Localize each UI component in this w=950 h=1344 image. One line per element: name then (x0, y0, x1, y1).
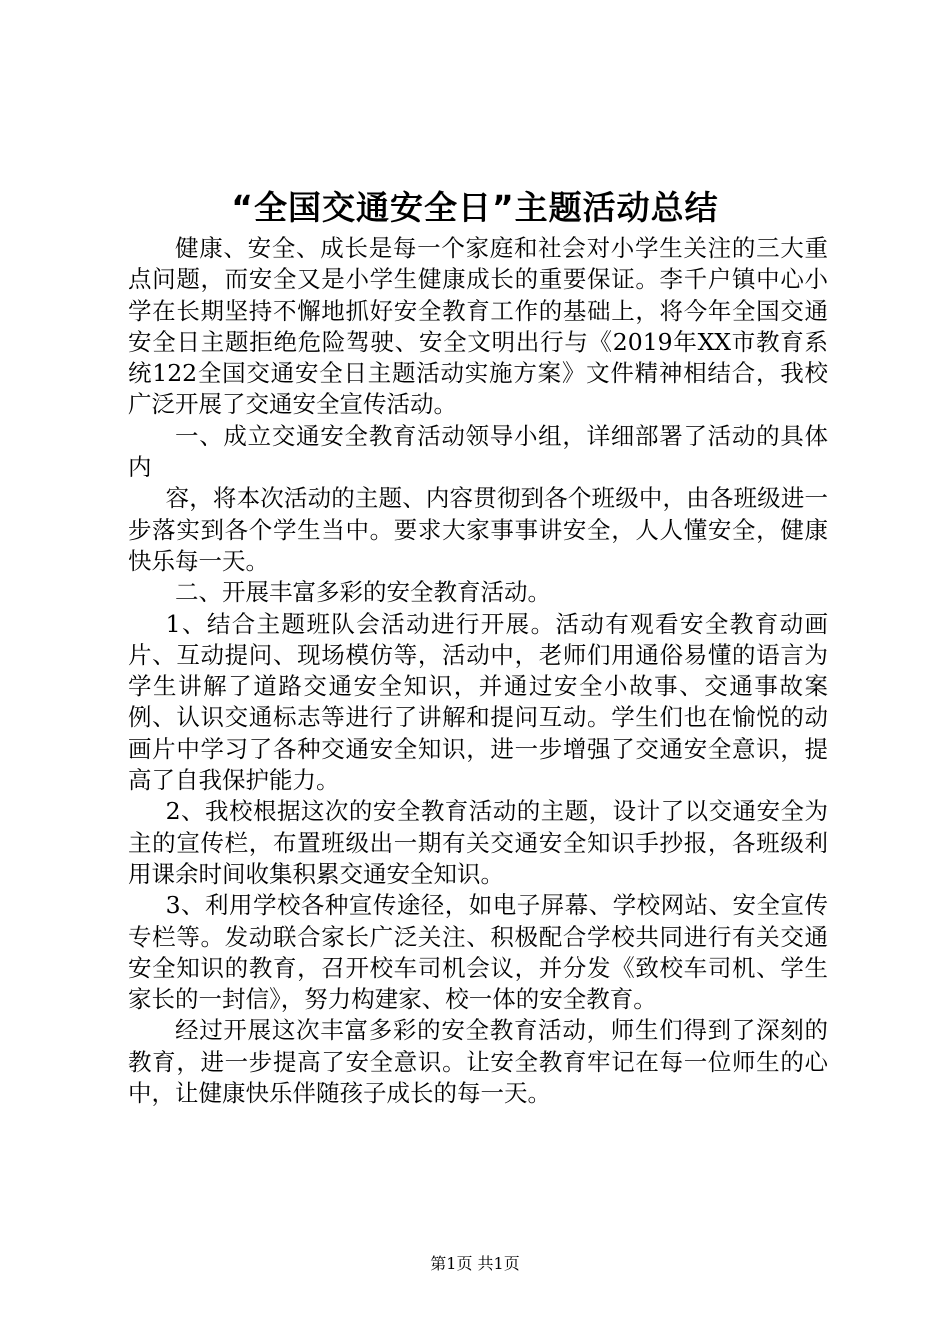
document-body (128, 233, 828, 1109)
paragraph-section-2-heading: 二、开展丰富多彩的安全教育活动。 (175, 578, 551, 607)
paragraph-item-1: 1、结合主题班队会活动进行开展。活动有观看安全教育动画片、互动提问、现场模仿等，活动中，老师们用通俗易懂的语言为学生讲解了道路交通安全知识，并通过安全小故事、交通事故案例、认识交通标志等进行了讲解和提问互动。学生们也在愉悦的动画片中学习了各种交通安全知识，进一步增强了交通安全意识，提高了自我保护能力。 (128, 609, 828, 795)
page-footer: 第1页 共1页 (430, 1254, 520, 1273)
paragraph-section-1-body: 容，将本次活动的主题、内容贯彻到各个班级中，由各班级进一步落实到各个学生当中。要求大家事事讲安全，人人懂安全，健康快乐每一天。 (128, 484, 828, 575)
paragraph-section-1-heading: 一、成立交通安全教育活动领导小组，详细部署了活动的具体内 (128, 421, 828, 482)
paragraph-item-2: 2、我校根据这次的安全教育活动的主题，设计了以交通安全为主的宣传栏，布置班级出一期有关交通安全知识手抄报，各班级利用课余时间收集积累交通安全知识。 (128, 797, 828, 888)
document-title: “全国交通安全日”主题活动总结 (231, 188, 719, 227)
paragraph-item-3: 3、利用学校各种宣传途径，如电子屏幕、学校网站、安全宣传专栏等。发动联合家长广泛关注、积极配合学校共同进行有关交通安全知识的教育，召开校车司机会议，并分发《致校车司机、学生家长的一封信》，努力构建家、校一体的安全教育。 (128, 891, 828, 1014)
paragraph-conclusion: 经过开展这次丰富多彩的安全教育活动，师生们得到了深刻的教育，进一步提高了安全意识。让安全教育牢记在每一位师生的心中，让健康快乐伴随孩子成长的每一天。 (128, 1016, 828, 1108)
paragraph-intro: 健康、安全、成长是每一个家庭和社会对小学生关注的三大重点问题，而安全又是小学生健康成长的重要保证。李千户镇中心小学在长期坚持不懈地抓好安全教育工作的基础上，将今年全国交通安全日主题拒绝危险驾驶、安全文明出行与《2019年XX市教育系统122全国交通安全日主题活动实施方案》文件精神相结合，我校广泛开展了交通安全宣传活动。 (128, 234, 828, 419)
